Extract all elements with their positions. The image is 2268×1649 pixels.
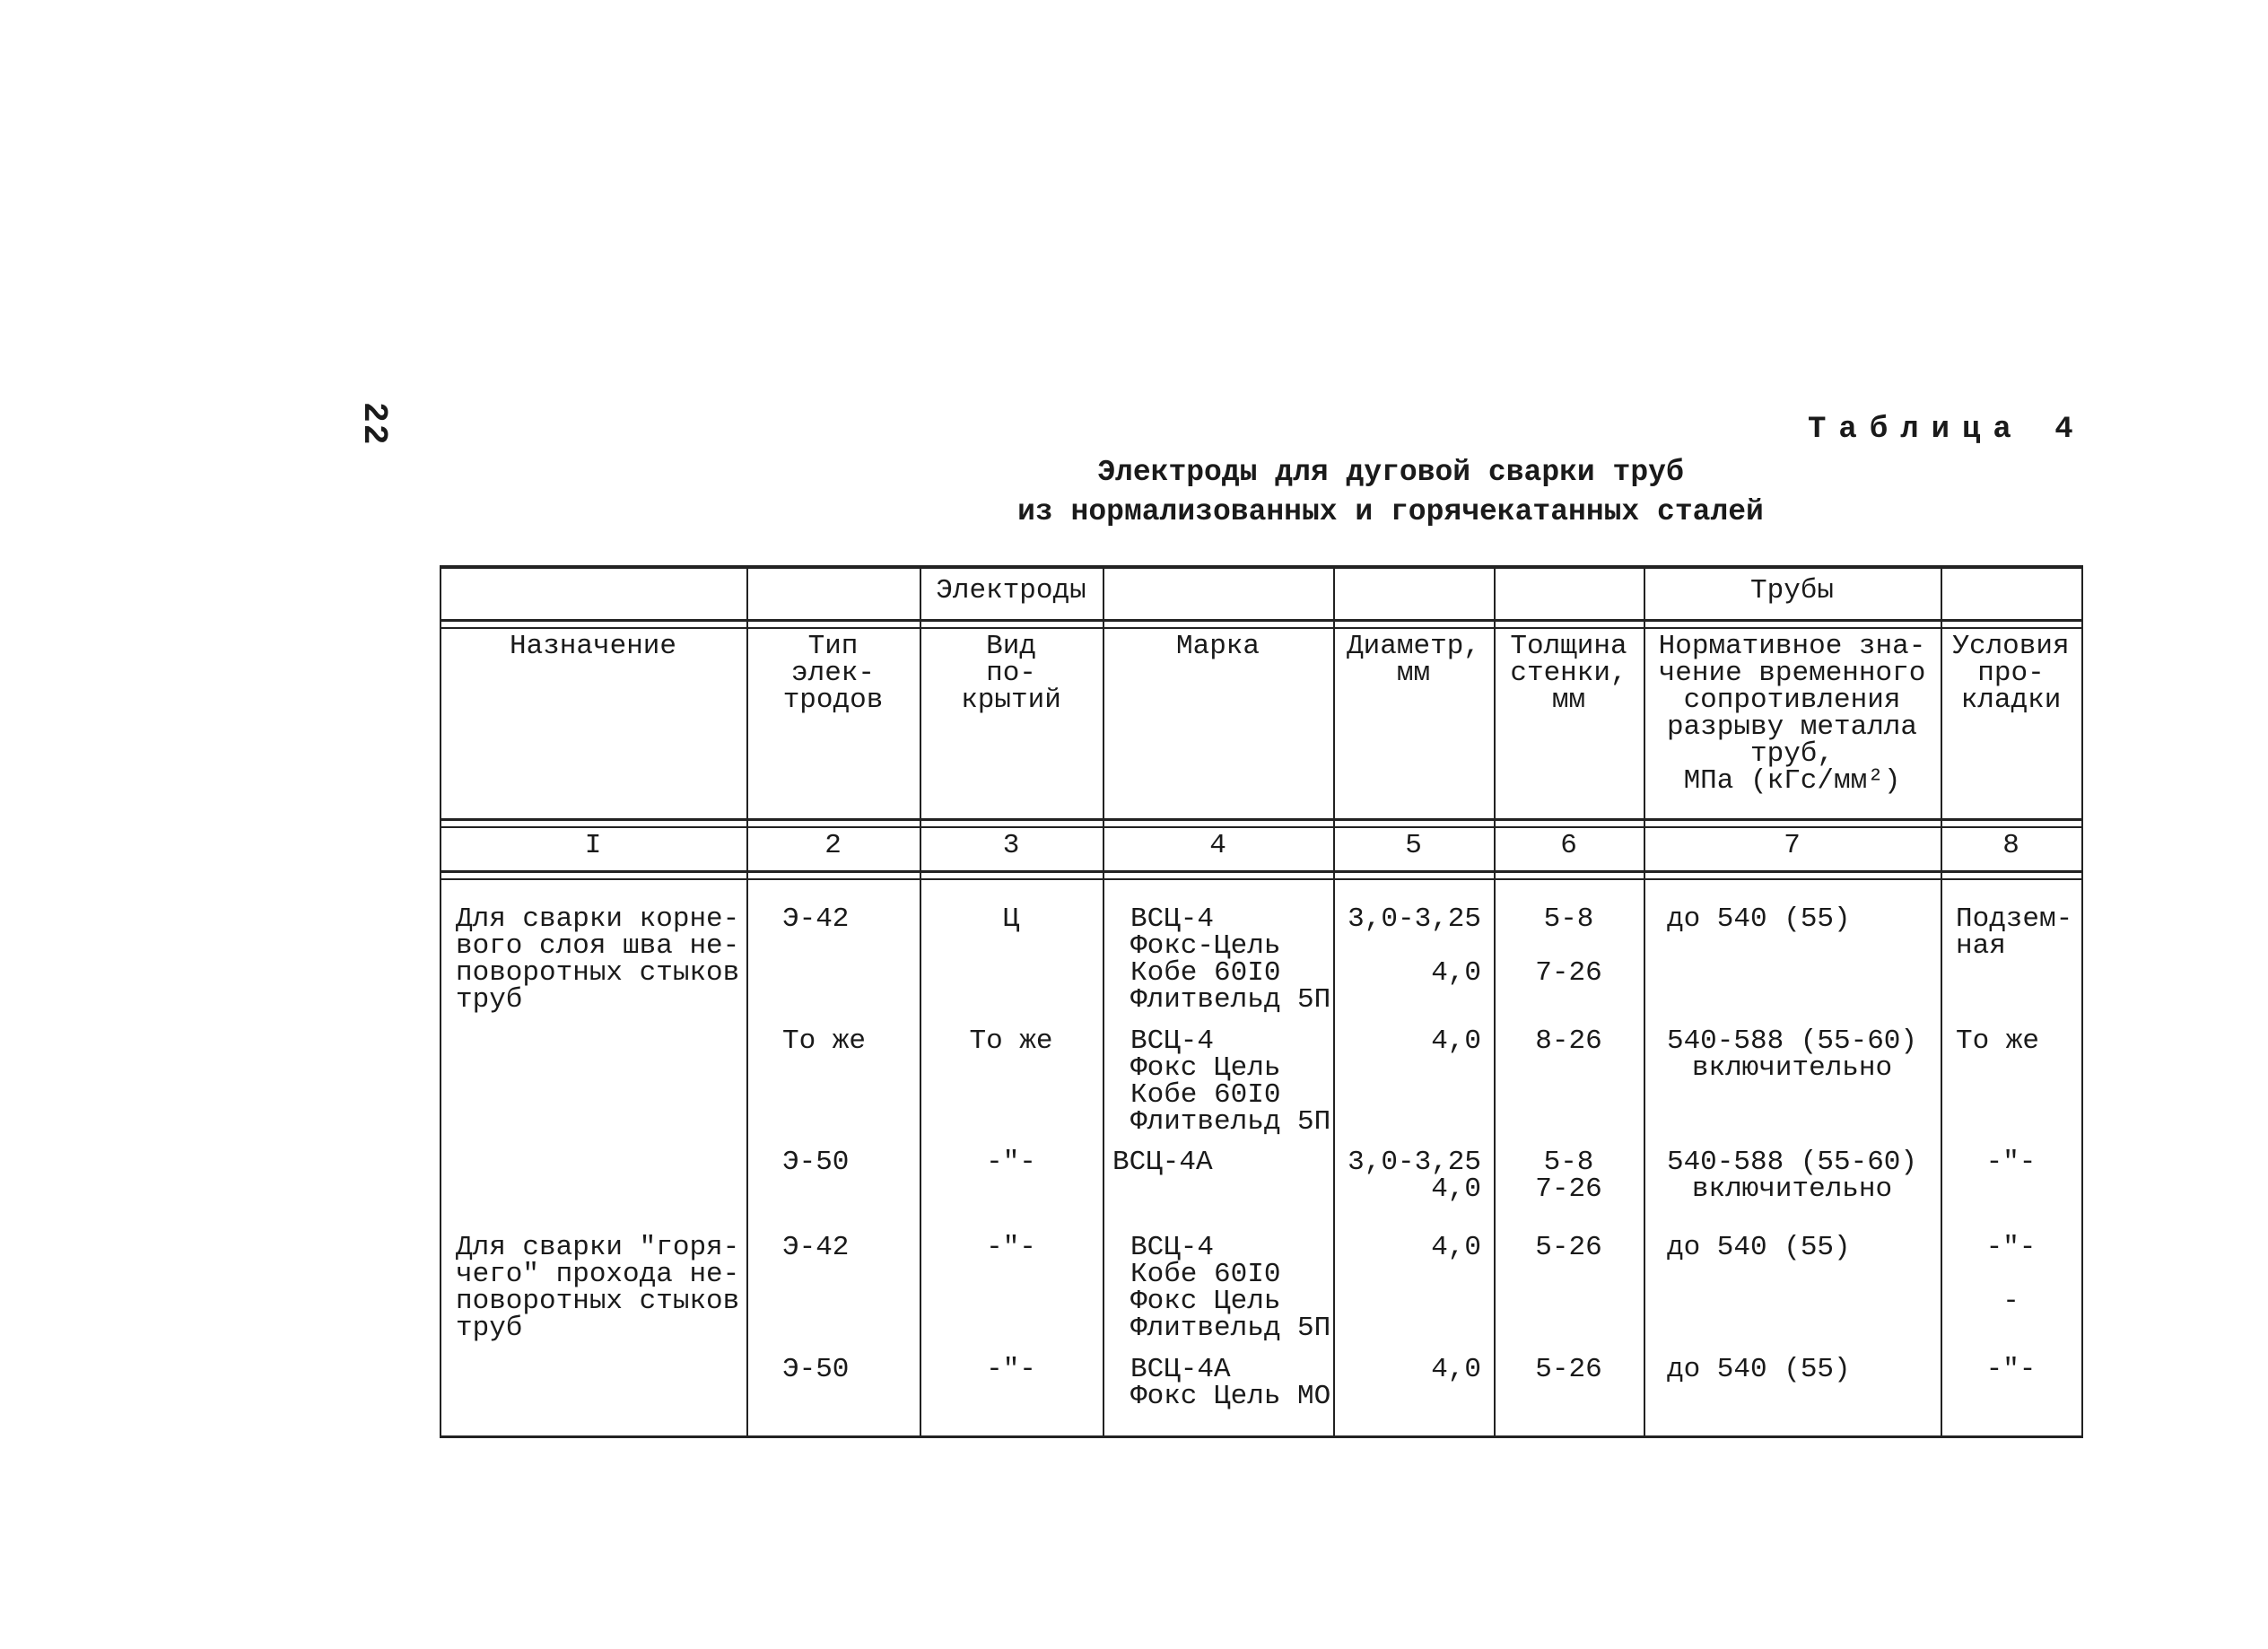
col-number-8: 8 xyxy=(2002,830,2019,861)
row1-thickness: 5-8 7-26 xyxy=(1535,903,1602,989)
col-header-laying: Условия про- кладки xyxy=(1952,631,2070,716)
group-header-electrodes: Электроды xyxy=(936,575,1086,606)
table-caption-line2: из нормализованных и горячекатанных сталей xyxy=(1017,495,1764,528)
row3-thickness: 5-8 7-26 xyxy=(1535,1147,1602,1205)
row3-brand: ВСЦ-4А xyxy=(1112,1147,1213,1178)
col-divider-3 xyxy=(1103,565,1104,1435)
row4-purpose: Для сварки "горя- чего" прохода не- поворотных стыков труб xyxy=(456,1232,740,1344)
col-number-2: 2 xyxy=(824,830,842,861)
col-number-7: 7 xyxy=(1784,830,1801,861)
row1-purpose: Для сварки корне- вого слоя шва не- поворотных стыков труб xyxy=(456,903,740,1016)
row4-laying: -"- - xyxy=(1985,1232,2037,1317)
col-number-5: 5 xyxy=(1405,830,1422,861)
col-divider-4 xyxy=(1333,565,1335,1435)
row2-type: То же xyxy=(782,1025,867,1057)
row3-coating: -"- xyxy=(986,1147,1036,1178)
row5-diameter: 4,0 xyxy=(1431,1354,1481,1385)
col-divider-0 xyxy=(440,565,441,1435)
col-number-3: 3 xyxy=(1002,830,1020,861)
group-header-pipes: Трубы xyxy=(1749,575,1834,606)
row4-brand: ВСЦ-4 Кобе 60I0 Фокс Цель Флитвельд 5П xyxy=(1130,1232,1331,1344)
col-header-thickness: Толщина стенки, мм xyxy=(1510,631,1627,716)
row5-laying: -"- xyxy=(1985,1354,2037,1385)
row1-type: Э-42 xyxy=(782,903,850,935)
row1-brand: ВСЦ-4 Фокс-Цель Кобе 60I0 Флитвельд 5П xyxy=(1130,903,1331,1016)
row4-diameter: 4,0 xyxy=(1431,1232,1481,1263)
table-label: Таблица 4 xyxy=(1808,413,2086,447)
col-divider-8 xyxy=(2081,565,2083,1435)
row3-strength: 540-588 (55-60) включительно xyxy=(1666,1147,1918,1205)
col-number-6: 6 xyxy=(1560,830,1577,861)
row4-strength: до 540 (55) xyxy=(1667,1232,1851,1263)
row1-laying: Подзем- ная xyxy=(1956,903,2073,962)
col-number-4: 4 xyxy=(1209,830,1226,861)
row3-laying: -"- xyxy=(1985,1147,2037,1178)
row1-strength: до 540 (55) xyxy=(1667,903,1851,935)
row2-laying: То же xyxy=(1956,1025,2040,1057)
row5-brand: ВСЦ-4А Фокс Цель МО xyxy=(1130,1354,1331,1412)
row5-strength: до 540 (55) xyxy=(1667,1354,1851,1385)
row4-coating: -"- xyxy=(986,1232,1036,1263)
col-header-strength: Нормативное зна- чение временного сопротивления разрыву металла труб, МПа (кГс/мм²) xyxy=(1658,631,1926,797)
row4-type: Э-42 xyxy=(782,1232,850,1263)
row2-strength: 540-588 (55-60) включительно xyxy=(1666,1025,1918,1084)
column-numbers-rule xyxy=(440,870,2083,880)
table-bottom-rule xyxy=(440,1435,2083,1438)
col-header-diameter: Диаметр, мм xyxy=(1347,631,1480,689)
col-header-type: Тип элек- тродов xyxy=(782,631,884,716)
row1-diameter: 3,0-3,25 4,0 xyxy=(1348,903,1481,989)
col-header-brand: Марка xyxy=(1175,631,1260,662)
page-number: 22 xyxy=(354,402,393,447)
table-caption-line1: Электроды для дуговой сварки труб xyxy=(1097,456,1684,489)
col-header-coating: Вид по- крытий xyxy=(961,631,1061,716)
electrodes-table xyxy=(440,565,2083,1440)
col-header-purpose: Назначение xyxy=(509,631,677,662)
header-bottom-rule xyxy=(440,818,2083,828)
row2-brand: ВСЦ-4 Фокс Цель Кобе 60I0 Флитвельд 5П xyxy=(1130,1025,1331,1138)
row2-diameter: 4,0 xyxy=(1431,1025,1481,1057)
col-number-1: I xyxy=(584,830,602,861)
group-header-rule xyxy=(440,619,2083,629)
row5-type: Э-50 xyxy=(782,1354,850,1385)
row1-coating: Ц xyxy=(1002,903,1020,935)
row3-type: Э-50 xyxy=(782,1147,850,1178)
row4-thickness: 5-26 xyxy=(1535,1232,1602,1263)
row2-thickness: 8-26 xyxy=(1535,1025,1602,1057)
table-top-rule xyxy=(440,565,2083,569)
row5-coating: -"- xyxy=(986,1354,1036,1385)
row2-coating: То же xyxy=(969,1025,1053,1057)
row5-thickness: 5-26 xyxy=(1535,1354,1602,1385)
row3-diameter: 3,0-3,25 4,0 xyxy=(1348,1147,1481,1205)
